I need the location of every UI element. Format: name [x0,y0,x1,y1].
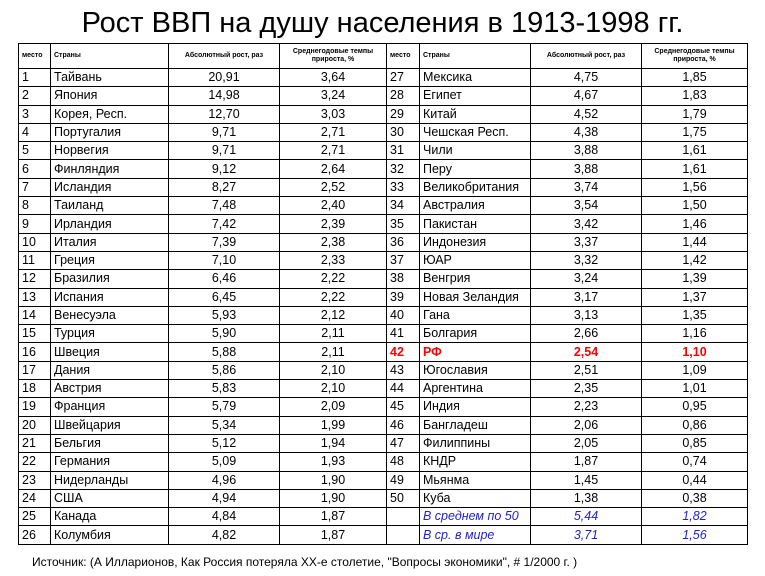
rank-cell: 46 [387,416,420,434]
avg-rate-cell: 3,24 [280,87,387,105]
table-row [19,251,748,269]
table-row [19,325,748,343]
table-row [19,453,748,471]
rank-cell: 12 [19,270,51,288]
abs-growth-cell: 3,54 [531,197,642,215]
abs-growth-cell: 3,13 [531,306,642,324]
table-row [19,197,748,215]
avg-rate-cell: 1,42 [642,251,748,269]
country-cell: Италия [51,233,169,251]
country-cell: Германия [51,453,169,471]
abs-growth-cell: 8,27 [169,178,280,196]
avg-rate-cell: 1,50 [642,197,748,215]
rank-cell [387,508,420,526]
abs-growth-cell: 3,42 [531,215,642,233]
avg-rate-cell: 2,22 [280,288,387,306]
avg-rate-cell: 0,86 [642,416,748,434]
country-cell: Корея, Респ. [51,105,169,123]
country-cell: Филиппины [420,434,531,452]
rank-cell: 27 [387,69,420,87]
avg-rate-cell: 1,09 [642,361,748,379]
rank-cell: 32 [387,160,420,178]
table-row [19,380,748,398]
abs-growth-cell: 5,34 [169,416,280,434]
table-row [19,178,748,196]
abs-growth-cell: 12,70 [169,105,280,123]
abs-growth-cell: 5,93 [169,306,280,324]
country-cell: В ср. в мире [420,526,531,544]
abs-growth-cell: 3,17 [531,288,642,306]
abs-growth-cell: 5,12 [169,434,280,452]
avg-rate-cell: 1,37 [642,288,748,306]
country-cell: Бангладеш [420,416,531,434]
avg-rate-cell: 0,85 [642,434,748,452]
table-row [19,123,748,141]
rank-cell: 31 [387,142,420,160]
rank-cell: 40 [387,306,420,324]
avg-rate-cell: 2,71 [280,142,387,160]
abs-growth-cell: 2,51 [531,361,642,379]
header-rank: место [19,44,51,69]
avg-rate-cell: 1,35 [642,306,748,324]
rank-cell: 35 [387,215,420,233]
abs-growth-cell: 7,39 [169,233,280,251]
table-header-row [19,44,748,69]
avg-rate-cell: 1,10 [642,343,748,361]
rank-cell: 42 [387,343,420,361]
rank-cell: 41 [387,325,420,343]
country-cell: ЮАР [420,251,531,269]
abs-growth-cell: 1,45 [531,471,642,489]
rank-cell: 24 [19,489,51,507]
table-row [19,87,748,105]
country-cell: Индия [420,398,531,416]
rank-cell: 18 [19,380,51,398]
avg-rate-cell: 2,22 [280,270,387,288]
avg-rate-cell: 1,87 [280,526,387,544]
header-avg-rate: Среднегодовые темпы прироста, % [280,44,387,69]
country-cell: Португалия [51,123,169,141]
rank-cell [387,526,420,544]
table-row [19,69,748,87]
country-cell: Испания [51,288,169,306]
rank-cell: 20 [19,416,51,434]
country-cell: Мексика [420,69,531,87]
abs-growth-cell: 1,87 [531,453,642,471]
country-cell: Индонезия [420,233,531,251]
rank-cell: 28 [387,87,420,105]
country-cell: Норвегия [51,142,169,160]
table-row [19,416,748,434]
rank-cell: 37 [387,251,420,269]
avg-rate-cell: 2,71 [280,123,387,141]
abs-growth-cell: 5,83 [169,380,280,398]
country-cell: Канада [51,508,169,526]
gdp-growth-table [18,43,748,545]
abs-growth-cell: 3,37 [531,233,642,251]
rank-cell: 15 [19,325,51,343]
country-cell: Болгария [420,325,531,343]
abs-growth-cell: 20,91 [169,69,280,87]
abs-growth-cell: 7,48 [169,197,280,215]
avg-rate-cell: 0,38 [642,489,748,507]
avg-rate-cell: 2,10 [280,380,387,398]
avg-rate-cell: 2,64 [280,160,387,178]
table-row [19,361,748,379]
country-cell: Перу [420,160,531,178]
abs-growth-cell: 5,44 [531,508,642,526]
table-row [19,142,748,160]
abs-growth-cell: 4,38 [531,123,642,141]
rank-cell: 6 [19,160,51,178]
header-avg-rate: Среднегодовые темпы прироста, % [642,44,748,69]
avg-rate-cell: 1,75 [642,123,748,141]
country-cell: Турция [51,325,169,343]
country-cell: Франция [51,398,169,416]
avg-rate-cell: 3,03 [280,105,387,123]
abs-growth-cell: 7,10 [169,251,280,269]
rank-cell: 2 [19,87,51,105]
abs-growth-cell: 5,90 [169,325,280,343]
rank-cell: 25 [19,508,51,526]
avg-rate-cell: 1,90 [280,471,387,489]
avg-rate-cell: 1,79 [642,105,748,123]
avg-rate-cell: 1,39 [642,270,748,288]
table-row [19,343,748,361]
abs-growth-cell: 3,88 [531,160,642,178]
abs-growth-cell: 2,05 [531,434,642,452]
abs-growth-cell: 3,24 [531,270,642,288]
abs-growth-cell: 5,86 [169,361,280,379]
avg-rate-cell: 2,38 [280,233,387,251]
avg-rate-cell: 1,61 [642,142,748,160]
table-row [19,489,748,507]
avg-rate-cell: 3,64 [280,69,387,87]
rank-cell: 22 [19,453,51,471]
avg-rate-cell: 2,10 [280,361,387,379]
table-row [19,471,748,489]
page-title: Рост ВВП на душу населения в 1913-1998 гг. [81,7,684,39]
abs-growth-cell: 2,06 [531,416,642,434]
abs-growth-cell: 9,12 [169,160,280,178]
avg-rate-cell: 2,11 [280,343,387,361]
rank-cell: 26 [19,526,51,544]
rank-cell: 47 [387,434,420,452]
table-row [19,270,748,288]
country-cell: Бельгия [51,434,169,452]
table-row [19,526,748,544]
rank-cell: 33 [387,178,420,196]
table-row [19,398,748,416]
header-abs-growth: Абсолютный рост, раз [531,44,642,69]
country-cell: Великобритания [420,178,531,196]
country-cell: Египет [420,87,531,105]
country-cell: КНДР [420,453,531,471]
table-row [19,288,748,306]
rank-cell: 34 [387,197,420,215]
avg-rate-cell: 0,95 [642,398,748,416]
country-cell: Ирландия [51,215,169,233]
country-cell: Аргентина [420,380,531,398]
rank-cell: 43 [387,361,420,379]
abs-growth-cell: 7,42 [169,215,280,233]
rank-cell: 30 [387,123,420,141]
abs-growth-cell: 3,74 [531,178,642,196]
country-cell: Греция [51,251,169,269]
country-cell: Бразилия [51,270,169,288]
avg-rate-cell: 2,09 [280,398,387,416]
abs-growth-cell: 4,82 [169,526,280,544]
abs-growth-cell: 4,67 [531,87,642,105]
abs-growth-cell: 2,23 [531,398,642,416]
abs-growth-cell: 5,88 [169,343,280,361]
abs-growth-cell: 9,71 [169,142,280,160]
abs-growth-cell: 9,71 [169,123,280,141]
abs-growth-cell: 6,45 [169,288,280,306]
country-cell: Нидерланды [51,471,169,489]
country-cell: Тайвань [51,69,169,87]
avg-rate-cell: 1,56 [642,178,748,196]
abs-growth-cell: 5,09 [169,453,280,471]
country-cell: Таиланд [51,197,169,215]
country-cell: Исландия [51,178,169,196]
avg-rate-cell: 1,93 [280,453,387,471]
rank-cell: 7 [19,178,51,196]
avg-rate-cell: 0,74 [642,453,748,471]
country-cell: Венгрия [420,270,531,288]
table-body [19,69,748,545]
rank-cell: 50 [387,489,420,507]
country-cell: В среднем по 50 [420,508,531,526]
table-row [19,105,748,123]
avg-rate-cell: 1,16 [642,325,748,343]
rank-cell: 1 [19,69,51,87]
abs-growth-cell: 4,94 [169,489,280,507]
avg-rate-cell: 1,01 [642,380,748,398]
avg-rate-cell: 1,99 [280,416,387,434]
header-country: Страны [51,44,169,69]
avg-rate-cell: 1,46 [642,215,748,233]
country-cell: Венесуэла [51,306,169,324]
avg-rate-cell: 1,83 [642,87,748,105]
abs-growth-cell: 4,84 [169,508,280,526]
rank-cell: 5 [19,142,51,160]
abs-growth-cell: 4,75 [531,69,642,87]
rank-cell: 29 [387,105,420,123]
abs-growth-cell: 2,35 [531,380,642,398]
rank-cell: 10 [19,233,51,251]
avg-rate-cell: 1,90 [280,489,387,507]
abs-growth-cell: 2,66 [531,325,642,343]
rank-cell: 17 [19,361,51,379]
abs-growth-cell: 3,32 [531,251,642,269]
avg-rate-cell: 2,40 [280,197,387,215]
abs-growth-cell: 6,46 [169,270,280,288]
rank-cell: 9 [19,215,51,233]
rank-cell: 3 [19,105,51,123]
country-cell: Китай [420,105,531,123]
avg-rate-cell: 1,82 [642,508,748,526]
avg-rate-cell: 2,12 [280,306,387,324]
table-row [19,434,748,452]
country-cell: Куба [420,489,531,507]
country-cell: Гана [420,306,531,324]
rank-cell: 4 [19,123,51,141]
avg-rate-cell: 1,94 [280,434,387,452]
table-row [19,508,748,526]
rank-cell: 38 [387,270,420,288]
country-cell: Швейцария [51,416,169,434]
rank-cell: 14 [19,306,51,324]
avg-rate-cell: 2,11 [280,325,387,343]
rank-cell: 48 [387,453,420,471]
abs-growth-cell: 4,52 [531,105,642,123]
table-row [19,306,748,324]
rank-cell: 16 [19,343,51,361]
header-country: Страны [420,44,531,69]
rank-cell: 21 [19,434,51,452]
header-abs-growth: Абсолютный рост, раз [169,44,280,69]
country-cell: Чешская Респ. [420,123,531,141]
country-cell: Колумбия [51,526,169,544]
rank-cell: 11 [19,251,51,269]
country-cell: Югославия [420,361,531,379]
rank-cell: 8 [19,197,51,215]
rank-cell: 23 [19,471,51,489]
abs-growth-cell: 4,96 [169,471,280,489]
avg-rate-cell: 1,44 [642,233,748,251]
rank-cell: 36 [387,233,420,251]
rank-cell: 45 [387,398,420,416]
country-cell: Австрия [51,380,169,398]
rank-cell: 44 [387,380,420,398]
avg-rate-cell: 1,87 [280,508,387,526]
country-cell: Новая Зеландия [420,288,531,306]
abs-growth-cell: 5,79 [169,398,280,416]
abs-growth-cell: 14,98 [169,87,280,105]
country-cell: Япония [51,87,169,105]
country-cell: США [51,489,169,507]
rank-cell: 49 [387,471,420,489]
country-cell: Швеция [51,343,169,361]
avg-rate-cell: 1,85 [642,69,748,87]
table-row [19,160,748,178]
country-cell: Чили [420,142,531,160]
table-row [19,233,748,251]
source-note: Источник: (А Илларионов, Как Россия потеряла XX-е столетие, "Вопросы экономики", # 1/2000 г. ) [32,555,578,569]
country-cell: Мьянма [420,471,531,489]
abs-growth-cell: 1,38 [531,489,642,507]
avg-rate-cell: 1,61 [642,160,748,178]
header-rank: место [387,44,420,69]
rank-cell: 13 [19,288,51,306]
abs-growth-cell: 3,71 [531,526,642,544]
country-cell: Австралия [420,197,531,215]
avg-rate-cell: 1,56 [642,526,748,544]
country-cell: Дания [51,361,169,379]
avg-rate-cell: 0,44 [642,471,748,489]
country-cell: Пакистан [420,215,531,233]
rank-cell: 19 [19,398,51,416]
abs-growth-cell: 2,54 [531,343,642,361]
avg-rate-cell: 2,39 [280,215,387,233]
avg-rate-cell: 2,52 [280,178,387,196]
table-row [19,215,748,233]
rank-cell: 39 [387,288,420,306]
country-cell: Финляндия [51,160,169,178]
avg-rate-cell: 2,33 [280,251,387,269]
country-cell: РФ [420,343,531,361]
abs-growth-cell: 3,88 [531,142,642,160]
